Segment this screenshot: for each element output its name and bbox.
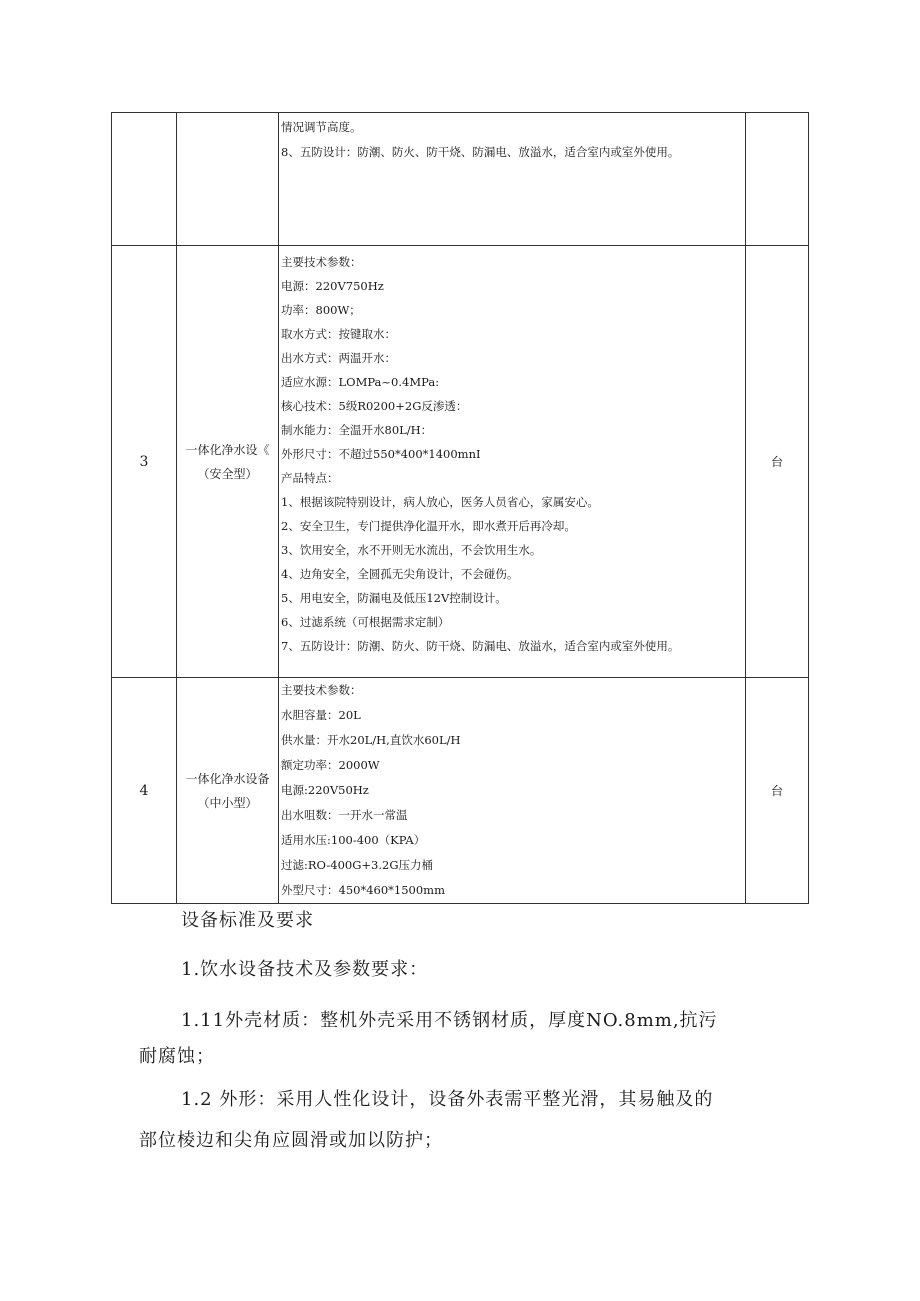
item-unit-cell: [746, 113, 809, 246]
paragraph-shell-material: 1.11外壳材质：整机外壳采用不锈钢材质，厚度NO.8mm,抗污: [181, 1010, 718, 1031]
spec-line: 2、安全卫生，专门提供净化温开水，即水煮开后再冷却。: [281, 519, 576, 533]
spec-line: 外型尺寸：450*460*1500mm: [281, 883, 445, 897]
item-name-line: 一体化净水设《: [185, 442, 270, 457]
paragraph-shell-material-continued: 耐腐蚀；: [139, 1046, 215, 1067]
table-row: [112, 246, 809, 678]
spec-line: 适用水压:100-400（KPA）: [281, 833, 426, 847]
paragraph-appearance: 1.2 外形：采用人性化设计，设备外表需平整光滑，其易触及的: [181, 1089, 714, 1110]
spec-line: 电源：220V750Hz: [281, 279, 384, 293]
paragraph-appearance-continued: 部位棱边和尖角应圆滑或加以防护；: [139, 1130, 443, 1151]
spec-line: 适应水源：LOMPa~0.4MPa:: [281, 375, 440, 389]
subsection-heading: 1.饮水设备技术及参数要求：: [181, 959, 429, 980]
item-spec-cell: [279, 113, 746, 246]
item-name-cell: [177, 678, 279, 904]
item-name-cell: [177, 113, 279, 246]
spec-line: 3、饮用安全，水不开则无水流出，不会饮用生水。: [281, 543, 542, 557]
item-name-line: （中小型）: [197, 795, 258, 810]
item-name-line: （安全型）: [197, 466, 258, 481]
spec-line: 外形尺寸：不超过550*400*1400mnI: [281, 447, 481, 461]
item-number-cell: 3: [112, 246, 177, 678]
spec-line: 取水方式：按键取水：: [281, 327, 396, 341]
spec-line: 情况调节高度。: [281, 120, 362, 134]
item-number-cell: 4: [112, 678, 177, 904]
spec-line: 6、过滤系统（可根据需求定制）: [281, 615, 450, 629]
spec-line: 1、根据该院特别设计，病人放心，医务人员省心，家属安心。: [281, 495, 599, 509]
spec-line: 主要技术参数：: [281, 683, 362, 697]
spec-line: 过滤:RO-400G+3.2G压力桶: [281, 858, 434, 872]
item-spec-cell: [279, 246, 746, 678]
item-name-line: 一体化净水设备: [185, 771, 270, 786]
item-spec-cell: [279, 678, 746, 904]
spec-line: 额定功率：2000W: [281, 758, 380, 772]
spec-line: 4、边角安全，全圆孤无尖角设计，不会碰伤。: [281, 567, 519, 581]
item-unit-cell: 台: [746, 246, 809, 678]
spec-line: 供水量：开水20L/H,直饮水60L/H: [281, 733, 461, 747]
spec-line: 核心技术：5级R0200+2G反渗透：: [281, 399, 468, 413]
table-row: [112, 678, 809, 904]
spec-line: 7、五防设计：防潮、防火、防干烧、防漏电、放溢水，适合室内或室外使用。: [281, 639, 680, 653]
item-number-cell: [112, 113, 177, 246]
spec-line: 出水咀数：一开水一常温: [281, 808, 408, 822]
spec-line: 制水能力：全温开水80L/H：: [281, 423, 433, 437]
item-name-cell: [177, 246, 279, 678]
spec-line: 产品特点：: [281, 471, 339, 485]
table-row: [112, 113, 809, 246]
section-heading: 设备标准及要求: [181, 910, 314, 931]
spec-line: 水胆容量：20L: [281, 708, 361, 722]
equipment-spec-table: [111, 112, 809, 904]
item-unit-cell: 台: [746, 678, 809, 904]
spec-line: 主要技术参数：: [281, 255, 362, 269]
spec-line: 电源:220V50Hz: [281, 783, 369, 797]
spec-line: 功率：800W；: [281, 303, 361, 317]
spec-line: 8、五防设计：防潮、防火、防干烧、防漏电、放溢水，适合室内或室外使用。: [281, 145, 680, 159]
spec-line: 出水方式：两温开水：: [281, 351, 396, 365]
spec-line: 5、用电安全，防漏电及低压12V控制设计。: [281, 591, 507, 605]
